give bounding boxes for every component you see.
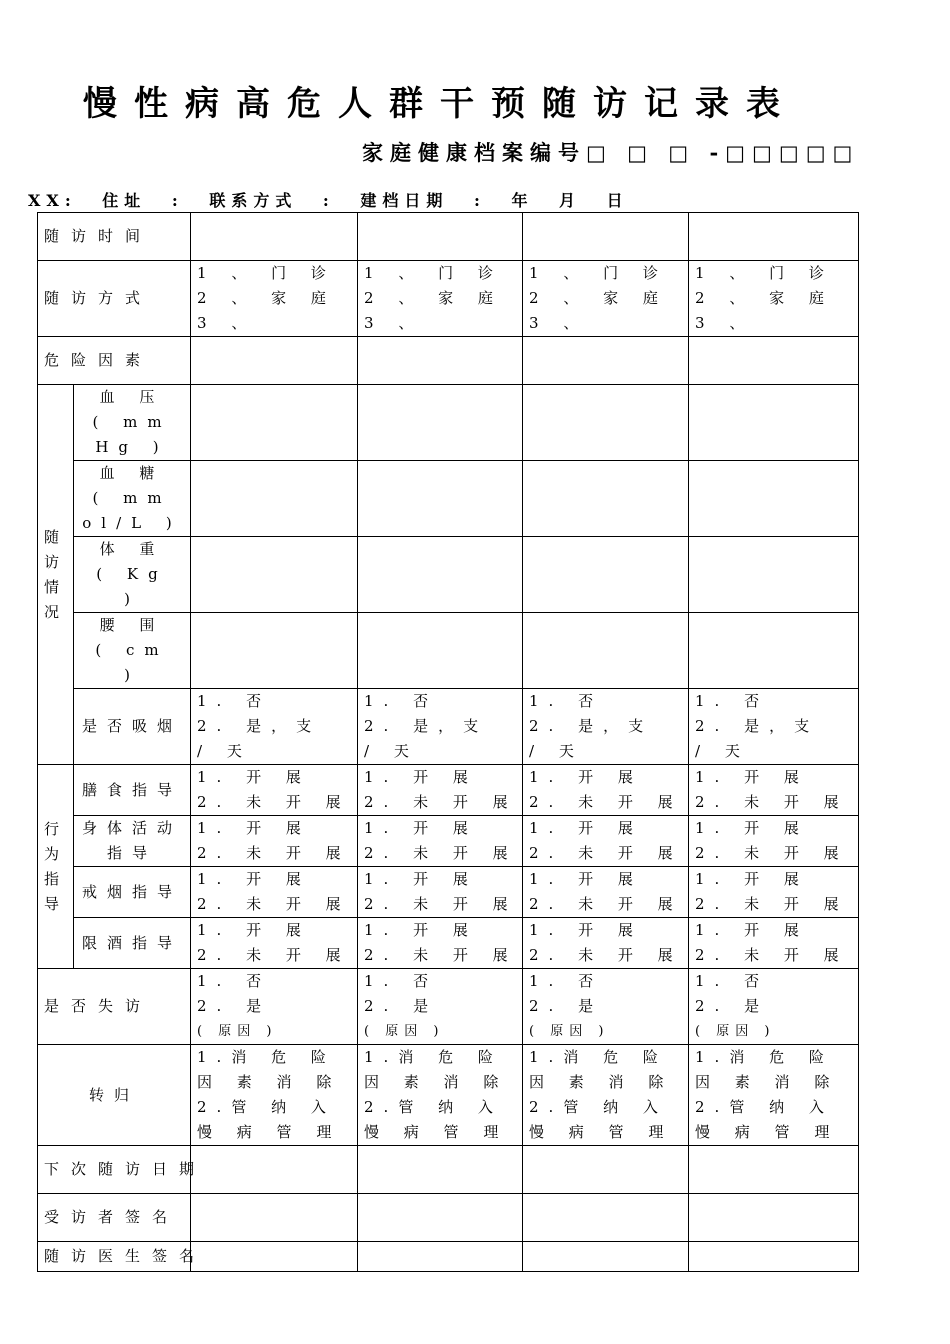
cell-conduct-options[interactable]: 1. 开 展 2. 未 开 展	[358, 816, 523, 867]
row-next-date	[38, 1146, 859, 1194]
row-quit-smoking	[38, 867, 859, 918]
label-visit-method: 随访方式	[38, 261, 191, 337]
followup-table	[37, 212, 859, 1272]
cell-outcome-options[interactable]: 1.消 危 险 因 素 消 除 2.管 纳 入 慢 病 管 理	[191, 1045, 358, 1146]
section-behavior: 行 为 指 导	[38, 765, 74, 969]
cell-smoking-options[interactable]: 1. 否 2. 是，支 / 天	[191, 689, 358, 765]
label-activity: 身体活动指导	[74, 816, 191, 867]
row-waist	[38, 613, 859, 689]
cell-conduct-options[interactable]: 1. 开 展 2. 未 开 展	[689, 816, 859, 867]
row-bp	[38, 385, 859, 461]
cell-input[interactable]	[358, 213, 523, 261]
row-diet	[38, 765, 859, 816]
label-bp: 血 压 ( mm Hg )	[74, 385, 191, 461]
label-visitee-sign: 受访者签名	[38, 1194, 191, 1242]
row-risk-factors	[38, 337, 859, 385]
cell-input[interactable]	[191, 613, 358, 689]
cell-input[interactable]	[523, 461, 689, 537]
cell-input[interactable]	[523, 613, 689, 689]
label-glucose: 血 糖 ( mm ol/L )	[74, 461, 191, 537]
cell-conduct-options[interactable]: 1. 开 展 2. 未 开 展	[191, 765, 358, 816]
cell-input[interactable]	[689, 337, 859, 385]
label-smoking: 是否吸烟	[74, 689, 191, 765]
cell-method-options[interactable]: 1 、 门 诊 2 、 家 庭 3 、	[191, 261, 358, 337]
cell-input[interactable]	[358, 1242, 523, 1272]
cell-method-options[interactable]: 1 、 门 诊 2 、 家 庭 3 、	[689, 261, 859, 337]
label-waist: 腰 围 ( cm )	[74, 613, 191, 689]
label-weight: 体 重 ( Kg )	[74, 537, 191, 613]
row-limit-alcohol	[38, 918, 859, 969]
label-quit-smoking: 戒烟指导	[74, 867, 191, 918]
cell-input[interactable]	[523, 213, 689, 261]
cell-input[interactable]	[358, 337, 523, 385]
cell-conduct-options[interactable]: 1. 开 展 2. 未 开 展	[358, 918, 523, 969]
label-doctor-sign: 随访医生签名	[38, 1242, 191, 1272]
cell-conduct-options[interactable]: 1. 开 展 2. 未 开 展	[358, 765, 523, 816]
cell-outcome-options[interactable]: 1.消 危 险 因 素 消 除 2.管 纳 入 慢 病 管 理	[689, 1045, 859, 1146]
cell-method-options[interactable]: 1 、 门 诊 2 、 家 庭 3 、	[358, 261, 523, 337]
section-visit-status: 随 访 情 况	[38, 385, 74, 765]
cell-input[interactable]	[191, 1194, 358, 1242]
cell-input[interactable]	[523, 337, 689, 385]
cell-lost-options[interactable]: 1. 否 2. 是 ( 原因 )	[523, 969, 689, 1045]
row-lost	[38, 969, 859, 1045]
cell-input[interactable]	[689, 1146, 859, 1194]
label-next-date: 下次随访日期	[38, 1146, 191, 1194]
row-activity	[38, 816, 859, 867]
cell-input[interactable]	[358, 385, 523, 461]
cell-lost-options[interactable]: 1. 否 2. 是 ( 原因 )	[358, 969, 523, 1045]
cell-input[interactable]	[689, 213, 859, 261]
cell-conduct-options[interactable]: 1. 开 展 2. 未 开 展	[191, 816, 358, 867]
page-title: 慢性病高危人群干预随访记录表	[83, 84, 797, 124]
cell-conduct-options[interactable]: 1. 开 展 2. 未 开 展	[689, 918, 859, 969]
info-line: XX: 住址 : 联系方式 : 建档日期 : 年 月 日	[28, 191, 629, 210]
cell-lost-options[interactable]: 1. 否 2. 是 ( 原因 )	[689, 969, 859, 1045]
cell-input[interactable]	[523, 1242, 689, 1272]
cell-lost-options[interactable]: 1. 否 2. 是 ( 原因 )	[191, 969, 358, 1045]
row-weight	[38, 537, 859, 613]
row-visit-method	[38, 261, 859, 337]
cell-input[interactable]	[191, 537, 358, 613]
cell-input[interactable]	[191, 1146, 358, 1194]
cell-input[interactable]	[523, 385, 689, 461]
cell-input[interactable]	[689, 613, 859, 689]
record-number: 家庭健康档案编号□ □ □ -□□□□□	[362, 140, 860, 165]
row-doctor-sign	[38, 1242, 859, 1272]
cell-input[interactable]	[689, 1194, 859, 1242]
label-visit-time: 随访时间	[38, 213, 191, 261]
cell-input[interactable]	[689, 461, 859, 537]
cell-conduct-options[interactable]: 1. 开 展 2. 未 开 展	[523, 765, 689, 816]
cell-conduct-options[interactable]: 1. 开 展 2. 未 开 展	[689, 765, 859, 816]
label-lost: 是否失访	[38, 969, 191, 1045]
cell-input[interactable]	[358, 537, 523, 613]
cell-input[interactable]	[191, 337, 358, 385]
label-diet: 膳食指导	[74, 765, 191, 816]
cell-input[interactable]	[689, 385, 859, 461]
cell-conduct-options[interactable]: 1. 开 展 2. 未 开 展	[689, 867, 859, 918]
cell-smoking-options[interactable]: 1. 否 2. 是，支 / 天	[358, 689, 523, 765]
cell-input[interactable]	[358, 613, 523, 689]
row-visit-time	[38, 213, 859, 261]
cell-input[interactable]	[358, 461, 523, 537]
cell-input[interactable]	[358, 1146, 523, 1194]
row-glucose	[38, 461, 859, 537]
cell-conduct-options[interactable]: 1. 开 展 2. 未 开 展	[523, 816, 689, 867]
cell-smoking-options[interactable]: 1. 否 2. 是，支 / 天	[689, 689, 859, 765]
cell-input[interactable]	[191, 461, 358, 537]
cell-conduct-options[interactable]: 1. 开 展 2. 未 开 展	[523, 867, 689, 918]
cell-input[interactable]	[358, 1194, 523, 1242]
cell-input[interactable]	[689, 1242, 859, 1272]
cell-conduct-options[interactable]: 1. 开 展 2. 未 开 展	[191, 867, 358, 918]
row-smoking	[38, 689, 859, 765]
label-limit-alcohol: 限酒指导	[74, 918, 191, 969]
cell-input[interactable]	[523, 537, 689, 613]
cell-input[interactable]	[689, 537, 859, 613]
cell-input[interactable]	[191, 385, 358, 461]
cell-input[interactable]	[523, 1146, 689, 1194]
label-outcome: 转归	[38, 1045, 191, 1146]
cell-conduct-options[interactable]: 1. 开 展 2. 未 开 展	[191, 918, 358, 969]
row-visitee-sign	[38, 1194, 859, 1242]
cell-conduct-options[interactable]: 1. 开 展 2. 未 开 展	[358, 867, 523, 918]
cell-input[interactable]	[191, 213, 358, 261]
cell-smoking-options[interactable]: 1. 否 2. 是，支 / 天	[523, 689, 689, 765]
cell-outcome-options[interactable]: 1.消 危 险 因 素 消 除 2.管 纳 入 慢 病 管 理	[358, 1045, 523, 1146]
label-risk-factors: 危险因素	[38, 337, 191, 385]
cell-method-options[interactable]: 1 、 门 诊 2 、 家 庭 3 、	[523, 261, 689, 337]
cell-outcome-options[interactable]: 1.消 危 险 因 素 消 除 2.管 纳 入 慢 病 管 理	[523, 1045, 689, 1146]
cell-input[interactable]	[191, 1242, 358, 1272]
row-outcome	[38, 1045, 859, 1146]
cell-input[interactable]	[523, 1194, 689, 1242]
cell-conduct-options[interactable]: 1. 开 展 2. 未 开 展	[523, 918, 689, 969]
